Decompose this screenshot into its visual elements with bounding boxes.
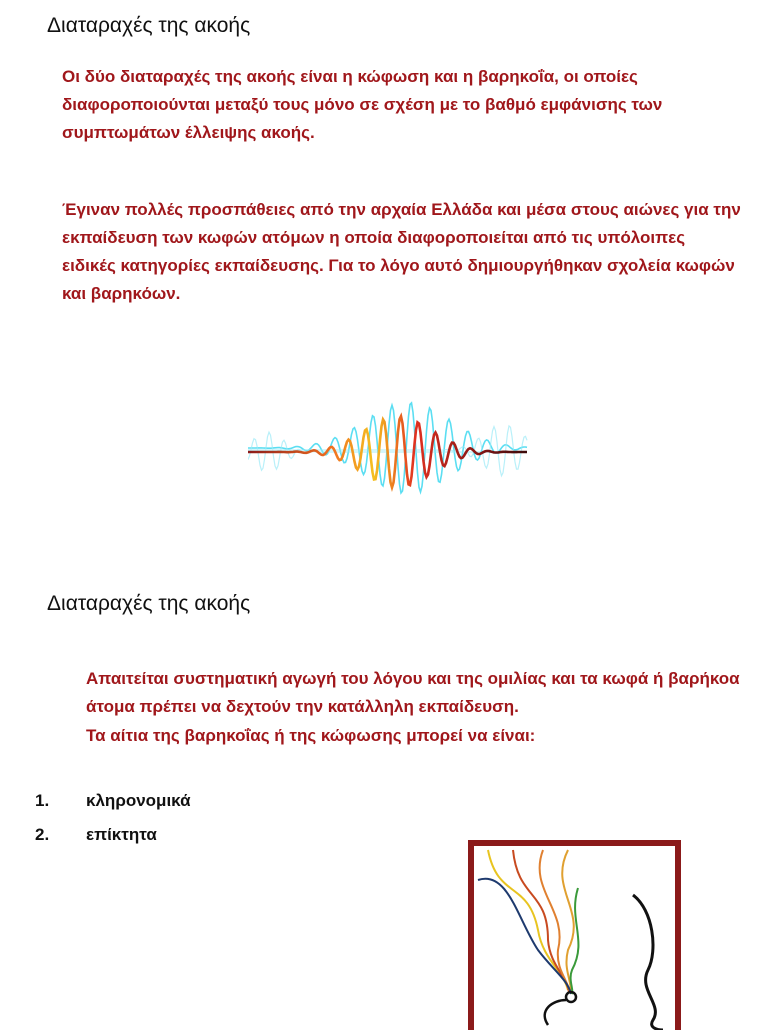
slide-2 — [0, 578, 768, 1024]
list-item-text: επίκτητα — [86, 825, 157, 844]
list-item — [35, 791, 335, 815]
slide-2-heading: Διαταραχές της ακοής — [47, 592, 251, 615]
slide-1-paragraph-1: Οι δύο διαταραχές της ακοής είναι η κώφωση και η βαρηκοΐα, οι οποίες διαφοροποιούνται μεταξύ τους μόνο σε σχέση με το βαθμό εμφάνισης των συμπτωμάτων έλλειψης ακοής. — [62, 67, 663, 142]
sound-wave-icon — [248, 390, 533, 515]
list-item-text: κληρονομικά — [86, 791, 191, 810]
list-item — [35, 825, 335, 849]
list-item-number: 2. — [35, 825, 50, 844]
slide-1-heading: Διαταραχές της ακοής — [47, 14, 251, 37]
slide-1-paragraph-2: Έγιναν πολλές προσπάθειες από την αρχαία Ελλάδα και μέσα στους αιώνες για την εκπαίδευση των κωφών ατόμων η οποία διαφοροποιείται από τις υπόλοιπες ειδικές κατηγορίες εκπαίδευσης. Για το λόγο αυτό δημιουργήθηκαν σχολεία κωφών και βαρηκόων. — [62, 200, 741, 303]
slide-2-paragraph-2: Τα αίτια της βαρηκοΐας ή της κώφωσης μπορεί να είναι: — [86, 726, 536, 745]
list-item-number: 1. — [35, 791, 50, 810]
slide-2-paragraph-1: Απαιτείται συστηματική αγωγή του λόγου και της ομιλίας και τα κωφά ή βαρήκοα άτομα πρέπει να δεχτούν την κατάλληλη εκπαίδευση. — [86, 669, 740, 716]
head-profile-icon — [468, 840, 683, 1030]
